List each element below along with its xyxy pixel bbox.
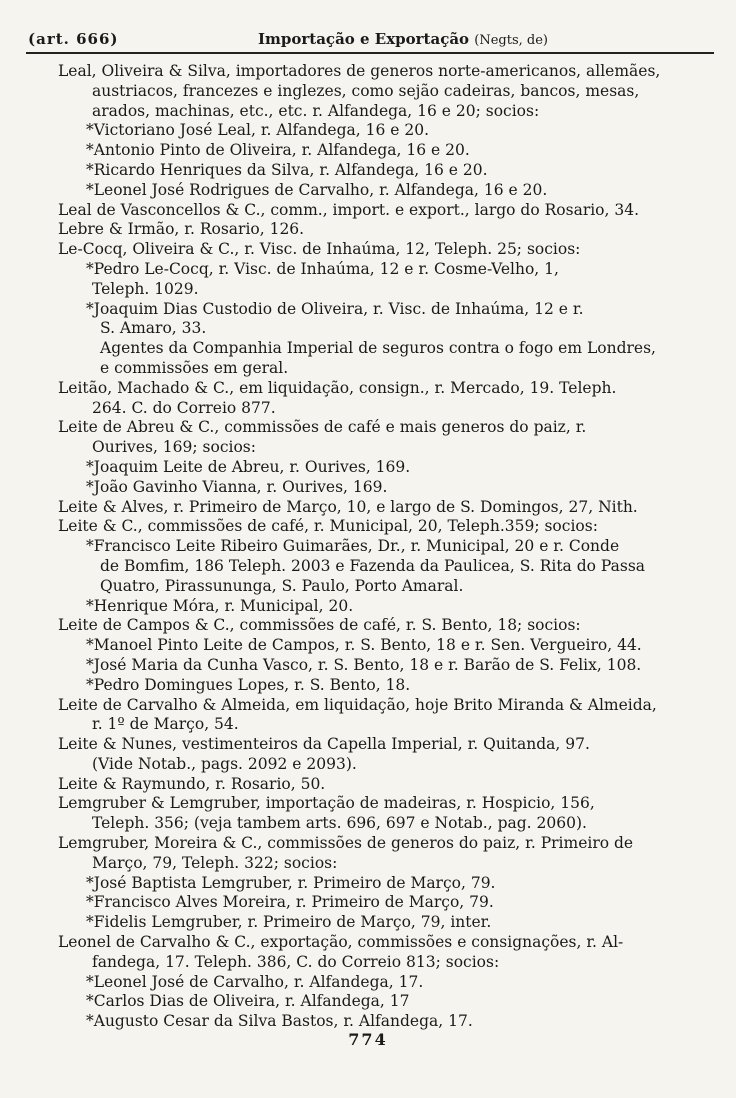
- continuation-line: e commissões em geral.: [100, 358, 289, 377]
- entry-line: Lemgruber & Lemgruber, importação de madeiras, r. Hospicio, 156,: [58, 794, 595, 813]
- partner-line: *Pedro Domingues Lopes, r. S. Bento, 18.: [86, 675, 411, 694]
- continuation-line: Ourives, 169; socios:: [92, 438, 256, 457]
- continuation-line: de Bomfim, 186 Teleph. 2003 e Fazenda da Paulicea, S. Rita do Passa: [100, 556, 646, 575]
- partner-line: *José Baptista Lemgruber, r. Primeiro de Março, 79.: [86, 873, 496, 892]
- continuation-line: (Vide Notab., pags. 2092 e 2093).: [92, 754, 357, 773]
- entry-line: Lebre & Irmão, r. Rosario, 126.: [58, 220, 305, 239]
- page-header: [28, 30, 716, 48]
- partner-line: *Carlos Dias de Oliveira, r. Alfandega, 17: [86, 992, 410, 1011]
- page-title: [258, 30, 716, 48]
- partner-line: *Ricardo Henriques da Silva, r. Alfandega, 16 e 20.: [86, 160, 488, 179]
- page-number: 774: [348, 1030, 388, 1049]
- article-number: (art. 666): [28, 30, 119, 48]
- entry-line: Leite & C., commissões de café, r. Municipal, 20, Teleph.359; socios:: [58, 517, 598, 536]
- partner-line: *Pedro Le-Cocq, r. Visc. de Inhaúma, 12 e r. Cosme-Velho, 1,: [86, 259, 559, 278]
- partner-line: *Leonel José de Carvalho, r. Alfandega, 17.: [86, 972, 424, 991]
- entry-line: Leite & Nunes, vestimenteiros da Capella Imperial, r. Quitanda, 97.: [58, 735, 590, 754]
- continuation-line: austriacos, francezes e inglezes, como sejão cadeiras, bancos, mesas,: [92, 81, 640, 100]
- partner-line: *Augusto Cesar da Silva Bastos, r. Alfandega, 17.: [86, 1012, 473, 1031]
- entry-line: Leal, Oliveira & Silva, importadores de generos norte-americanos, allemães,: [58, 62, 661, 80]
- entry-line: Leite & Raymundo, r. Rosario, 50.: [58, 774, 326, 793]
- entry-line: Leite de Campos & C., commissões de café, r. S. Bento, 18; socios:: [58, 616, 581, 635]
- directory-listing: [58, 62, 684, 1032]
- title-text: Importação e Exportação: [258, 30, 470, 48]
- partner-line: *Leonel José Rodrigues de Carvalho, r. Alfandega, 16 e 20.: [86, 180, 548, 199]
- partner-line: *José Maria da Cunha Vasco, r. S. Bento, 18 e r. Barão de S. Felix, 108.: [86, 655, 642, 674]
- continuation-line: Teleph. 356; (veja tambem arts. 696, 697 e Notab., pag. 2060).: [92, 814, 587, 833]
- header-rule: [26, 52, 714, 54]
- entry-line: Le-Cocq, Oliveira & C., r. Visc. de Inhaúma, 12, Teleph. 25; socios:: [58, 240, 581, 259]
- partner-line: *Victoriano José Leal, r. Alfandega, 16 e 20.: [86, 121, 430, 140]
- partner-line: *Joaquim Dias Custodio de Oliveira, r. Visc. de Inhaúma, 12 e r.: [86, 299, 584, 318]
- continuation-line: S. Amaro, 33.: [100, 319, 207, 338]
- continuation-line: Teleph. 1029.: [92, 279, 199, 298]
- entry-line: Leite de Carvalho & Almeida, em liquidação, hoje Brito Miranda & Almeida,: [58, 695, 657, 714]
- title-subtitle: (Negts, de): [474, 33, 549, 48]
- continuation-line: r. 1º de Março, 54.: [92, 715, 239, 734]
- partner-line: *Henrique Móra, r. Municipal, 20.: [86, 596, 354, 615]
- partner-line: *João Gavinho Vianna, r. Ourives, 169.: [86, 477, 388, 496]
- partner-line: *Manoel Pinto Leite de Campos, r. S. Bento, 18 e r. Sen. Vergueiro, 44.: [86, 636, 642, 655]
- continuation-line: arados, machinas, etc., etc. r. Alfandega, 16 e 20; socios:: [92, 101, 540, 120]
- entry-line: Leal de Vasconcellos & C., comm., import. e export., largo do Rosario, 34.: [58, 200, 640, 219]
- continuation-line: Agentes da Companhia Imperial de seguros contra o fogo em Londres,: [100, 339, 656, 358]
- entry-line: Leite de Abreu & C., commissões de café e mais generos do paiz, r.: [58, 418, 587, 437]
- entry-line: Lemgruber, Moreira & C., commissões de generos do paiz, r. Primeiro de: [58, 834, 634, 853]
- continuation-line: 264. C. do Correio 877.: [92, 398, 276, 417]
- continuation-line: Março, 79, Teleph. 322; socios:: [92, 853, 338, 872]
- partner-line: *Antonio Pinto de Oliveira, r. Alfandega, 16 e 20.: [86, 141, 470, 160]
- partner-line: *Francisco Alves Moreira, r. Primeiro de Março, 79.: [86, 893, 494, 912]
- partner-line: *Joaquim Leite de Abreu, r. Ourives, 169.: [86, 457, 411, 476]
- entry-line: Leitão, Machado & C., em liquidação, consign., r. Mercado, 19. Teleph.: [58, 378, 617, 397]
- partner-line: *Fidelis Lemgruber, r. Primeiro de Março, 79, inter.: [86, 913, 492, 932]
- continuation-line: fandega, 17. Teleph. 386, C. do Correio 813; socios:: [92, 952, 500, 971]
- entry-line: Leite & Alves, r. Primeiro de Março, 10, e largo de S. Domingos, 27, Nith.: [58, 497, 638, 516]
- continuation-line: Quatro, Pirassununga, S. Paulo, Porto Amaral.: [100, 576, 464, 595]
- partner-line: *Francisco Leite Ribeiro Guimarães, Dr., r. Municipal, 20 e r. Conde: [86, 537, 620, 556]
- entry-line: Leonel de Carvalho & C., exportação, commissões e consignações, r. Al-: [58, 933, 624, 952]
